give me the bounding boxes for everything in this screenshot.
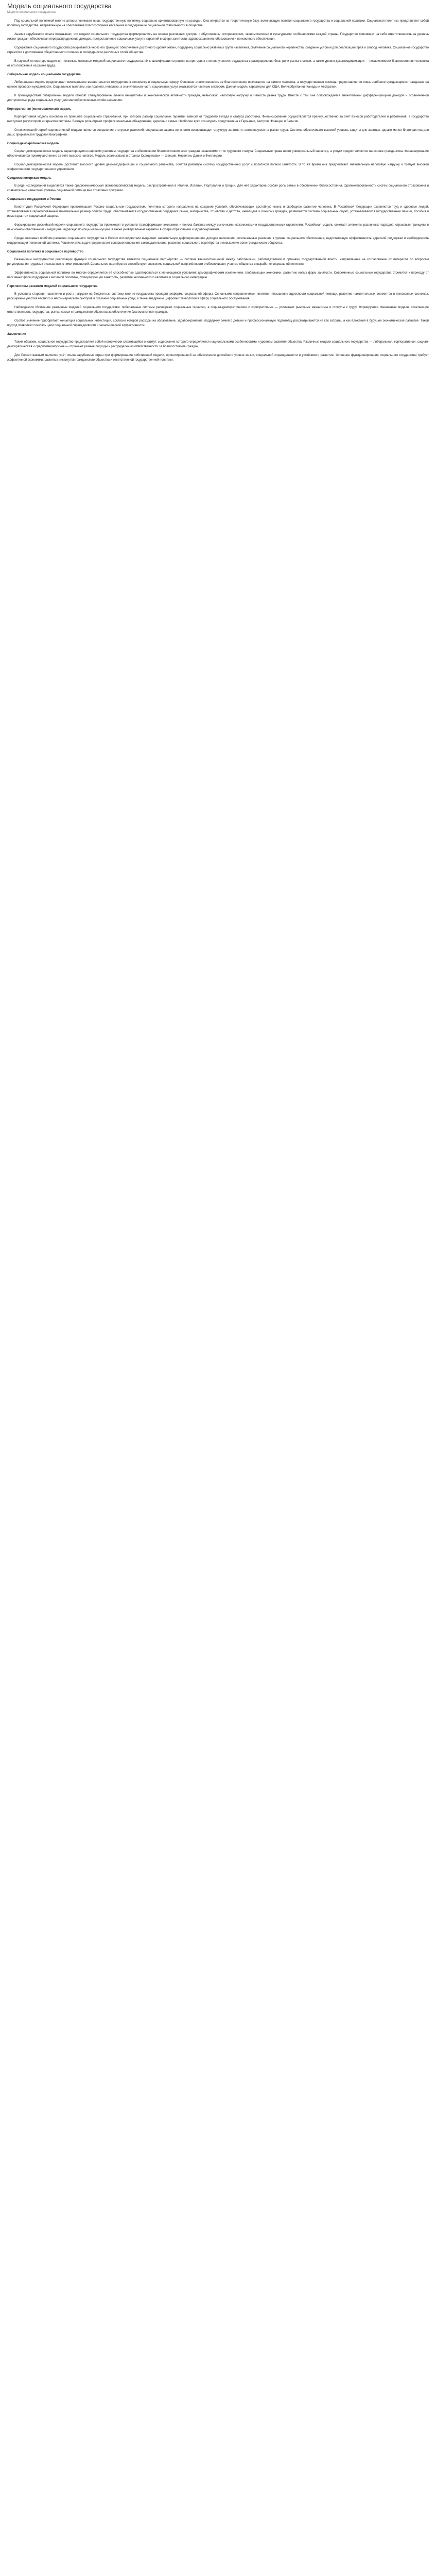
article-paragraph: Среди ключевых проблем развития социального государства в России исследователи выделяют значительную дифференциацию доходов населения, региональные различия в уровне социального обеспечения, недостаточную эффективность адресной поддержки и необходимость модернизации пенсионной системы. Решение этих задач предполагает совершенствование законодательства, развитие социального партнёрства и повышение роли гражданского общества. — [7, 237, 429, 245]
section-heading: Корпоративная (консервативная) модель — [7, 108, 72, 111]
article-paragraph: Социал-демократическая модель достигает высокого уровня декоммодификации и социального равенства, сочетая развитую систему государственных услуг с политикой полной занятости. В то же время она предполагает значительную налоговую нагрузку и требует высокой эффективности государственного управления. — [7, 163, 429, 171]
article-paragraph: Либеральная модель предполагает минимальное вмешательство государства в экономику и социальную сферу. Основная ответственность за благосостояние возлагается на самого человека, а государственная помощь предоставляется лишь наиболее нуждающимся гражданам на основе проверки нуждаемости. Социальные выплаты, как правило, невелики, а значительная часть социальных услуг оказывается частным сектором. Данная модель характерна для США, Великобритании, Канады и Австралии. — [7, 81, 429, 89]
article-paragraph: Таким образом, социальное государство представляет собой исторически сложившийся институт, содержание которого определяется национальными особенностями и уровнем развития общества. Различные модели социального государства — либеральная, корпоративная, социал-демократическая и средиземноморская — отражают разные подходы к распределению ответственности за благосостояние граждан. — [7, 341, 429, 348]
article-paragraph: Формирование российской модели социального государства происходит в условиях трансформации экономики и поиска баланса между рыночными механизмами и государственными гарантиями. Российская модель сочетает элементы различных подходов: страховые принципы в пенсионном обеспечении и медицине, адресную помощь малоимущим, а также универсальные гарантии в сфере образования и здравоохранения. — [7, 224, 429, 231]
article-paragraph: Отличительной чертой корпоративной модели является сохранение статусных различий: социальная защита во многом воспроизводит структуру занятости, сложившуюся на рынке труда. Система обеспечивает высокий уровень защиты для занятых, однако менее благоприятна для лиц с прерывистой трудовой биографией. — [7, 129, 429, 137]
article-paragraph: В ряде исследований выделяется также средиземноморская (южноевропейская) модель, распространённая в Италии, Испании, Португалии и Греции. Для неё характерна особая роль семьи в обеспечении благосостояния, фрагментированность систем социального страхования и сравнительно невысокий уровень социальной помощи вне страховых программ. — [7, 184, 429, 192]
article-paragraph: Для России важным является учёт опыта зарубежных стран при формировании собственной модели, ориентированной на обеспечение достойного уровня жизни, социальной справедливости и устойчивого развития. Успешное функционирование социального государства требует эффективной экономики, развитых институтов гражданского общества и ответственной государственной политики. — [7, 354, 429, 362]
section-heading: Средиземноморская модель — [7, 177, 51, 180]
article-paragraph: Социал-демократическая модель характеризуется широким участием государства в обеспечении благосостояния всех граждан независимо от их трудового статуса. Социальные права носят универсальный характер, а услуги предоставляются на основе гражданства. Финансирование обеспечивается преимущественно за счёт высоких налогов. Модель реализована в странах Скандинавии — Швеции, Норвегии, Дании и Финляндии. — [7, 150, 429, 158]
page-title: Модель социального государства — [7, 2, 112, 10]
page-subtitle: Модели социального государства — [7, 11, 56, 14]
article-page — [0, 0, 436, 363]
article-paragraph: Наблюдается сближение различных моделей социального государства: либеральные системы расширяют социальные гарантии, а социал-демократические и корпоративные — усиливают рыночные механизмы и стимулы к труду. Формируются смешанные модели, сочетающие ответственность государства, рынка, семьи и гражданского общества за обеспечение благосостояния граждан. — [7, 306, 429, 314]
section-heading: Социал-демократическая модель — [7, 142, 59, 145]
article-body — [7, 19, 429, 363]
article-paragraph: В условиях старения населения и роста нагрузки на бюджетные системы многие государства проводят реформы социальной сферы. Основными направлениями являются повышение адресности социальной помощи, развитие накопительных элементов в пенсионных системах, расширение участия частного и некоммерческого секторов в оказании социальных услуг, а также внедрение цифровых технологий в сферу социального обслуживания. — [7, 293, 429, 300]
article-paragraph: Корпоративная модель основана на принципе социального страхования, при котором размер социальных гарантий зависит от трудового вклада и статуса работника. Финансирование осуществляется преимущественно за счёт взносов работодателей и работников, а государство выступает регулятором и гарантом системы. Важную роль играют профессиональные объединения, церковь и семья. Наиболее ярко эта модель представлена в Германии, Австрии, Франции и Бельгии. — [7, 115, 429, 123]
article-paragraph: В научной литературе выделяют несколько основных моделей социального государства. Их классификация строится на критериях степени участия государства в распределении благ, роли рынка и семьи, а также уровня декоммодификации — независимости благосостояния человека от его положения на рынке труда. — [7, 60, 429, 67]
article-paragraph: Анализ зарубежного опыта показывает, что модели социального государства формировались на основе различных доктрин и обусловлены историческими, экономическими и культурными особенностями каждой страны. Государство принимает на себя ответственность за уровень жизни граждан, обеспечивая перераспределение доходов, предоставление социальных услуг и гарантий в сфере занятости, здравоохранения, образования и пенсионного обеспечения. — [7, 33, 429, 41]
article-paragraph: Под социальной политикой многие авторы понимают лишь государственную политику, социально ориентированную на граждан. Она опирается на теоретическую базу, включающую понятия социального государства и социальной политики. Социальная политика представляет собой политику государства, направленную на обеспечение благосостояния населения и поддержание социальной стабильности в обществе. — [7, 20, 429, 27]
article-paragraph: Содержание социального государства раскрывается через его функции: обеспечение достойного уровня жизни, поддержку социально уязвимых групп населения, смягчение социального неравенства, создание условий для реализации прав и свобод человека. Социальное государство стремится к достижению общественного согласия и солидарности различных слоёв общества. — [7, 46, 429, 54]
article-paragraph: Особое значение приобретает концепция социальных инвестиций, согласно которой расходы на образование, здравоохранение, поддержку семей с детьми и профессиональную подготовку рассматриваются не как затраты, а как вложения в будущее экономическое развитие. Такой подход позволяет сочетать цели социальной справедливости и экономической эффективности. — [7, 319, 429, 327]
section-heading: Перспективы развития моделей социального государства — [7, 285, 98, 288]
section-heading: Социальное государство в России — [7, 198, 61, 201]
section-heading: Социальная политика и социальное партнёрство — [7, 250, 84, 253]
article-paragraph: Важнейшим инструментом реализации функций социального государства является социальное партнёрство — система взаимоотношений между работниками, работодателями и органами государственной власти, направленная на согласование их интересов по вопросам регулирования трудовых и связанных с ними отношений. Социальное партнёрство способствует снижению социальной напряжённости и обеспечивает участие общества в выработке социальной политики. — [7, 258, 429, 266]
article-paragraph: К преимуществам либеральной модели относят стимулирование личной инициативы и экономической активности граждан, невысокую налоговую нагрузку и гибкость рынка труда. Вместе с тем она сопровождается значительной дифференциацией доходов и ограниченной доступностью ряда социальных услуг для малообеспеченных слоёв населения. — [7, 94, 429, 102]
article-paragraph: Эффективность социальной политики во многом определяется её способностью адаптироваться к меняющимся условиям: демографическим изменениям, глобализации экономики, развитию новых форм занятости. Современные социальные государства стремятся к переходу от пассивных форм поддержки к активной политике, стимулирующей занятость, развитие человеческого капитала и социальную интеграцию. — [7, 272, 429, 279]
article-paragraph: Конституция Российской Федерации провозглашает Россию социальным государством, политика которого направлена на создание условий, обеспечивающих достойную жизнь и свободное развитие человека. В Российской Федерации охраняются труд и здоровье людей, устанавливается гарантированный минимальный размер оплаты труда, обеспечивается государственная поддержка семьи, материнства, отцовства и детства, инвалидов и пожилых граждан, развивается система социальных служб, устанавливаются государственные пенсии, пособия и иные гарантии социальной защиты. — [7, 206, 429, 218]
section-heading: Либеральная модель социального государства — [7, 73, 81, 76]
section-heading: Заключение — [7, 333, 26, 336]
